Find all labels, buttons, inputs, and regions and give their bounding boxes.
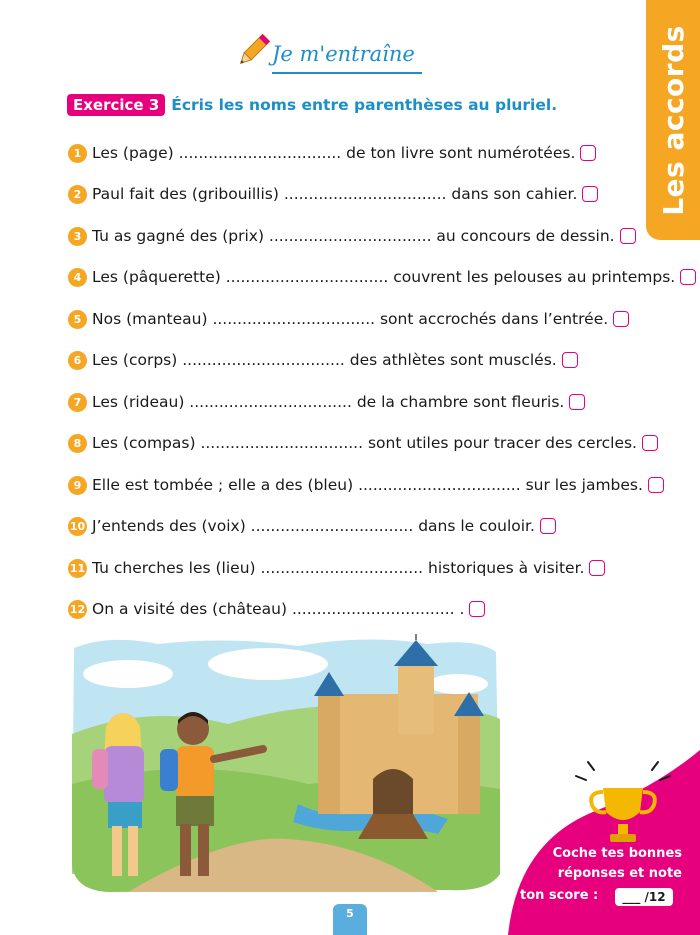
exercise-instruction: Écris les noms entre parenthèses au pluriel. xyxy=(171,96,558,114)
item-text: Tu cherches les (lieu) ................................. historiques à visiter. xyxy=(92,559,585,577)
item-text: Les (page) ................................. de ton livre sont numérotées. xyxy=(92,144,576,162)
side-tab xyxy=(646,0,700,240)
score-line-1: Coche tes bonnes xyxy=(552,846,682,861)
page-number: 5 xyxy=(333,904,367,935)
answer-checkbox[interactable] xyxy=(582,186,598,202)
score-line-2: réponses et note xyxy=(557,866,682,881)
item-number: 1 xyxy=(68,144,87,163)
page-heading: Je m'entraîne xyxy=(272,42,415,66)
item-text: On a visité des (château) ................................. . xyxy=(92,600,465,618)
item-number: 2 xyxy=(68,185,87,204)
list-item xyxy=(68,223,636,249)
list-item xyxy=(68,596,485,622)
item-number: 7 xyxy=(68,393,87,412)
item-number: 12 xyxy=(68,600,87,619)
side-tab-label: Les accords xyxy=(656,24,690,216)
list-item xyxy=(68,389,585,415)
answer-checkbox[interactable] xyxy=(469,601,485,617)
score-field[interactable]: ___ /12 xyxy=(615,888,673,906)
list-item xyxy=(68,347,578,373)
answer-checkbox[interactable] xyxy=(613,311,629,327)
item-text: Nos (manteau) ................................. sont accrochés dans l’entrée. xyxy=(92,310,609,328)
item-text: Elle est tombée ; elle a des (bleu) ................................. sur les jambes. xyxy=(92,476,643,494)
item-text: J’entends des (voix) ................................. dans le couloir. xyxy=(92,517,535,535)
exercise-header xyxy=(67,94,557,116)
answer-checkbox[interactable] xyxy=(680,269,696,285)
item-number: 5 xyxy=(68,310,87,329)
exercise-badge: Exercice 3 xyxy=(67,94,165,116)
item-number: 11 xyxy=(68,559,87,578)
answer-checkbox[interactable] xyxy=(540,518,556,534)
item-number: 9 xyxy=(68,476,87,495)
list-item xyxy=(68,181,598,207)
answer-checkbox[interactable] xyxy=(589,560,605,576)
pencil-icon xyxy=(232,32,272,72)
list-item xyxy=(68,306,629,332)
list-item xyxy=(68,555,605,581)
list-item xyxy=(68,264,696,290)
item-number: 10 xyxy=(68,517,87,536)
list-item xyxy=(68,513,556,539)
item-text: Les (pâquerette) ................................. couvrent les pelouses au printemps. xyxy=(92,268,676,286)
score-label: ton score : xyxy=(520,888,599,903)
answer-checkbox[interactable] xyxy=(648,477,664,493)
item-number: 4 xyxy=(68,268,87,287)
item-text: Les (compas) ................................. sont utiles pour tracer des cercles. xyxy=(92,434,637,452)
header-title xyxy=(232,32,422,72)
answer-checkbox[interactable] xyxy=(620,228,636,244)
item-text: Tu as gagné des (prix) ................................. au concours de dessin. xyxy=(92,227,615,245)
answer-checkbox[interactable] xyxy=(569,394,585,410)
castle-illustration xyxy=(68,634,502,895)
item-number: 3 xyxy=(68,227,87,246)
item-text: Paul fait des (gribouillis) ................................. dans son cahier. xyxy=(92,185,578,203)
score-panel xyxy=(508,750,700,935)
heading-underline xyxy=(272,72,422,74)
item-text: Les (rideau) ................................. de la chambre sont fleuris. xyxy=(92,393,565,411)
answer-checkbox[interactable] xyxy=(642,435,658,451)
score-instructions xyxy=(550,844,700,884)
item-number: 6 xyxy=(68,351,87,370)
answer-checkbox[interactable] xyxy=(580,145,596,161)
item-number: 8 xyxy=(68,434,87,453)
item-text: Les (corps) ................................. des athlètes sont musclés. xyxy=(92,351,557,369)
list-item xyxy=(68,430,658,456)
answer-checkbox[interactable] xyxy=(562,352,578,368)
list-item xyxy=(68,140,596,166)
list-item xyxy=(68,472,664,498)
